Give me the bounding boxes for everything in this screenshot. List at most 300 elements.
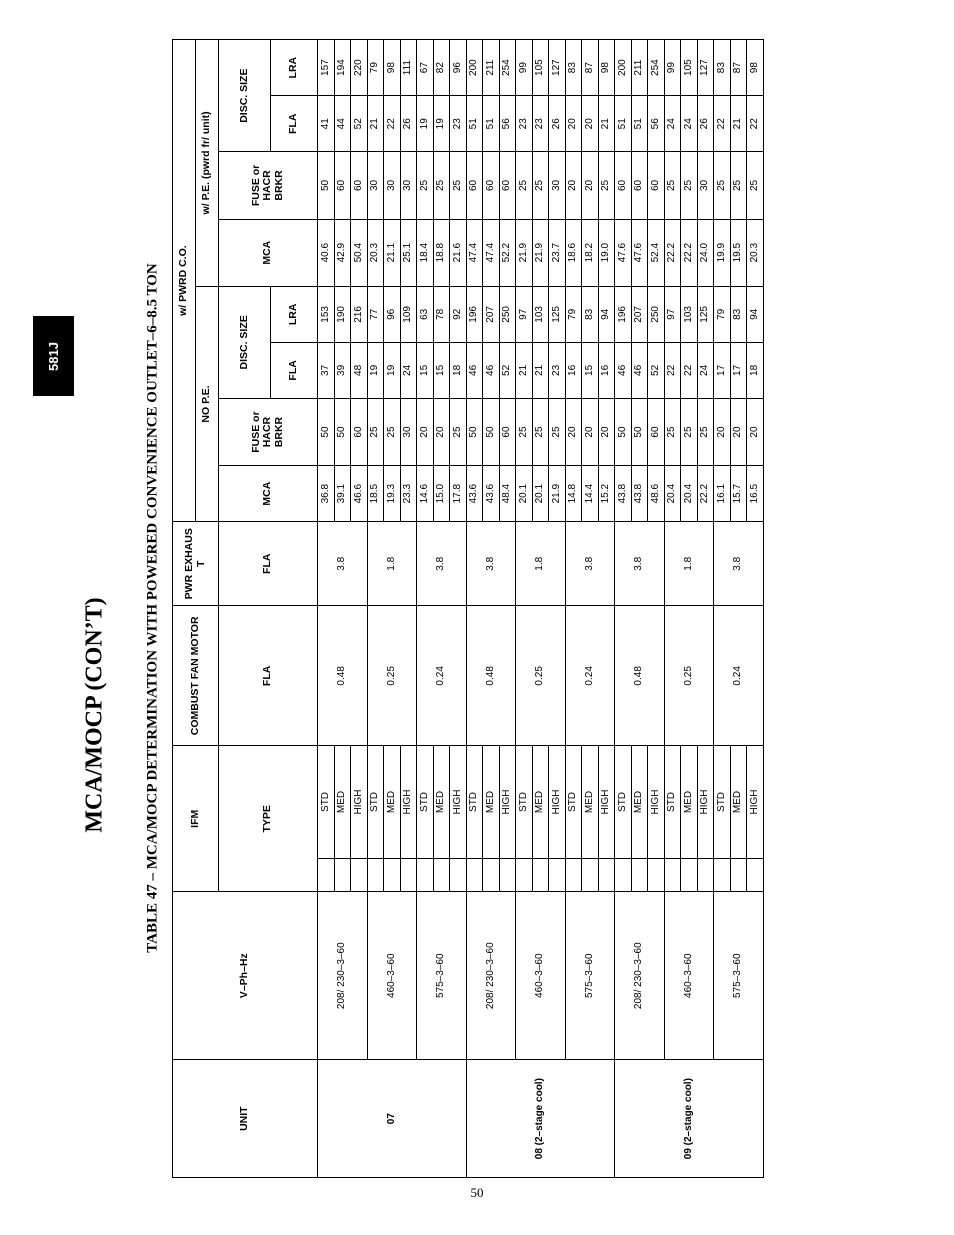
mca-no-pe: 14.8 bbox=[565, 466, 582, 522]
disc-lra-no-pe: 216 bbox=[351, 286, 368, 342]
disc-lra-with-pe: 111 bbox=[400, 40, 417, 96]
voltage-cell: 208/ 230–3–60 bbox=[466, 892, 516, 1060]
mca-no-pe: 16.5 bbox=[747, 466, 764, 522]
disc-lra-with-pe: 127 bbox=[697, 40, 714, 96]
disc-fla-no-pe: 46 bbox=[631, 342, 648, 398]
fuse-no-pe: 50 bbox=[483, 398, 500, 465]
disc-fla-no-pe: 23 bbox=[549, 342, 566, 398]
disc-fla-with-pe: 56 bbox=[499, 96, 516, 152]
disc-lra-with-pe: 87 bbox=[730, 40, 747, 96]
ifm-spacer bbox=[433, 858, 450, 892]
fuse-with-pe: 60 bbox=[648, 152, 665, 219]
mca-with-pe: 20.3 bbox=[367, 219, 384, 286]
ifm-spacer bbox=[549, 858, 566, 892]
disc-fla-no-pe: 15 bbox=[433, 342, 450, 398]
fuse-with-pe: 30 bbox=[367, 152, 384, 219]
ifm-type-cell: HIGH bbox=[598, 746, 615, 858]
ifm-type-cell: HIGH bbox=[351, 746, 368, 858]
disc-lra-no-pe: 103 bbox=[681, 286, 698, 342]
ifm-type-cell: STD bbox=[417, 746, 434, 858]
ifm-spacer bbox=[697, 858, 714, 892]
power-exhaust-fla-cell: 1.8 bbox=[664, 522, 714, 606]
fuse-no-pe: 50 bbox=[334, 398, 351, 465]
mca-with-pe: 18.6 bbox=[565, 219, 582, 286]
disc-lra-no-pe: 63 bbox=[417, 286, 434, 342]
fuse-with-pe: 25 bbox=[664, 152, 681, 219]
ifm-type-cell: MED bbox=[631, 746, 648, 858]
disc-fla-with-pe: 26 bbox=[549, 96, 566, 152]
mca-mocp-table bbox=[172, 39, 764, 1178]
header-vph: V–Ph–Hz bbox=[173, 892, 318, 1060]
ifm-spacer bbox=[450, 858, 467, 892]
mca-no-pe: 43.8 bbox=[615, 466, 632, 522]
mca-no-pe: 22.2 bbox=[697, 466, 714, 522]
ifm-spacer bbox=[351, 858, 368, 892]
power-exhaust-fla-cell: 1.8 bbox=[367, 522, 417, 606]
mca-no-pe: 43.6 bbox=[483, 466, 500, 522]
disc-fla-no-pe: 39 bbox=[334, 342, 351, 398]
fuse-no-pe: 50 bbox=[631, 398, 648, 465]
mca-no-pe: 39.1 bbox=[334, 466, 351, 522]
ifm-type-cell: STD bbox=[714, 746, 731, 858]
combust-fan-fla-cell: 0.24 bbox=[417, 606, 467, 746]
mca-no-pe: 15.0 bbox=[433, 466, 450, 522]
fuse-no-pe: 20 bbox=[433, 398, 450, 465]
disc-fla-with-pe: 22 bbox=[384, 96, 401, 152]
disc-fla-with-pe: 22 bbox=[747, 96, 764, 152]
disc-lra-no-pe: 78 bbox=[433, 286, 450, 342]
ifm-type-cell: HIGH bbox=[400, 746, 417, 858]
disc-fla-no-pe: 52 bbox=[499, 342, 516, 398]
disc-lra-with-pe: 96 bbox=[450, 40, 467, 96]
mca-no-pe: 43.6 bbox=[466, 466, 483, 522]
disc-fla-with-pe: 51 bbox=[631, 96, 648, 152]
disc-fla-no-pe: 18 bbox=[450, 342, 467, 398]
ifm-spacer bbox=[648, 858, 665, 892]
fuse-no-pe: 20 bbox=[714, 398, 731, 465]
ifm-spacer bbox=[499, 858, 516, 892]
header-ifm-type: TYPE bbox=[219, 746, 318, 892]
disc-lra-with-pe: 254 bbox=[648, 40, 665, 96]
table-container bbox=[172, 39, 760, 1178]
disc-fla-with-pe: 51 bbox=[466, 96, 483, 152]
disc-lra-with-pe: 83 bbox=[565, 40, 582, 96]
disc-lra-no-pe: 103 bbox=[532, 286, 549, 342]
unit-cell: 09 (2–stage cool) bbox=[615, 1060, 764, 1178]
ifm-type-cell: HIGH bbox=[450, 746, 467, 858]
disc-lra-no-pe: 79 bbox=[565, 286, 582, 342]
ifm-spacer bbox=[516, 858, 533, 892]
mca-no-pe: 14.4 bbox=[582, 466, 599, 522]
ifm-type-cell: STD bbox=[367, 746, 384, 858]
disc-fla-with-pe: 26 bbox=[400, 96, 417, 152]
fuse-no-pe: 25 bbox=[450, 398, 467, 465]
header-with-pe: w/ P.E. (pwrd fr/ unit) bbox=[196, 40, 219, 287]
fuse-with-pe: 60 bbox=[483, 152, 500, 219]
mca-no-pe: 17.8 bbox=[450, 466, 467, 522]
page-title: MCA/MOCP (CON’T) bbox=[81, 597, 108, 833]
mca-with-pe: 20.3 bbox=[747, 219, 764, 286]
ifm-spacer bbox=[664, 858, 681, 892]
mca-with-pe: 52.2 bbox=[499, 219, 516, 286]
mca-with-pe: 21.9 bbox=[532, 219, 549, 286]
combust-fan-fla-cell: 0.25 bbox=[664, 606, 714, 746]
combust-fan-fla-cell: 0.48 bbox=[615, 606, 665, 746]
fuse-no-pe: 50 bbox=[466, 398, 483, 465]
voltage-cell: 208/ 230–3–60 bbox=[615, 892, 665, 1060]
table-row bbox=[565, 40, 582, 1178]
fuse-with-pe: 25 bbox=[450, 152, 467, 219]
mca-no-pe: 48.6 bbox=[648, 466, 665, 522]
header-combust-fan-motor: COMBUST FAN MOTOR bbox=[173, 606, 219, 746]
combust-fan-fla-cell: 0.48 bbox=[318, 606, 368, 746]
header-fuse: FUSE or HACR BRKR bbox=[219, 398, 318, 465]
fuse-with-pe: 25 bbox=[598, 152, 615, 219]
disc-lra-no-pe: 250 bbox=[499, 286, 516, 342]
fuse-with-pe: 25 bbox=[681, 152, 698, 219]
fuse-no-pe: 25 bbox=[681, 398, 698, 465]
mca-with-pe: 21.6 bbox=[450, 219, 467, 286]
unit-cell: 07 bbox=[318, 1060, 467, 1178]
mca-with-pe: 18.4 bbox=[417, 219, 434, 286]
disc-fla-no-pe: 22 bbox=[664, 342, 681, 398]
fuse-no-pe: 25 bbox=[384, 398, 401, 465]
mca-no-pe: 14.6 bbox=[417, 466, 434, 522]
mca-with-pe: 19.9 bbox=[714, 219, 731, 286]
disc-fla-no-pe: 15 bbox=[417, 342, 434, 398]
fuse-no-pe: 25 bbox=[664, 398, 681, 465]
fuse-with-pe: 60 bbox=[334, 152, 351, 219]
disc-fla-no-pe: 24 bbox=[400, 342, 417, 398]
disc-fla-with-pe: 20 bbox=[565, 96, 582, 152]
ifm-type-cell: STD bbox=[466, 746, 483, 858]
ifm-type-cell: MED bbox=[334, 746, 351, 858]
disc-fla-with-pe: 24 bbox=[664, 96, 681, 152]
table-title: TABLE 47 – MCA/MOCP DETERMINATION WITH POWERED CONVENIENCE OUTLET–6–8.5 TON bbox=[144, 263, 161, 953]
disc-lra-no-pe: 207 bbox=[631, 286, 648, 342]
fuse-no-pe: 20 bbox=[598, 398, 615, 465]
disc-lra-with-pe: 99 bbox=[516, 40, 533, 96]
fuse-no-pe: 25 bbox=[532, 398, 549, 465]
fuse-with-pe: 25 bbox=[747, 152, 764, 219]
disc-fla-no-pe: 46 bbox=[483, 342, 500, 398]
disc-lra-with-pe: 157 bbox=[318, 40, 335, 96]
ifm-spacer bbox=[532, 858, 549, 892]
disc-lra-no-pe: 196 bbox=[466, 286, 483, 342]
disc-fla-no-pe: 15 bbox=[582, 342, 599, 398]
header-unit: UNIT bbox=[173, 1060, 318, 1178]
disc-fla-with-pe: 23 bbox=[532, 96, 549, 152]
disc-fla-with-pe: 56 bbox=[648, 96, 665, 152]
ifm-spacer bbox=[747, 858, 764, 892]
disc-fla-with-pe: 44 bbox=[334, 96, 351, 152]
ifm-spacer bbox=[400, 858, 417, 892]
disc-fla-no-pe: 17 bbox=[730, 342, 747, 398]
ifm-spacer bbox=[730, 858, 747, 892]
page-number: 50 bbox=[470, 1185, 484, 1200]
fuse-with-pe: 30 bbox=[549, 152, 566, 219]
disc-lra-no-pe: 125 bbox=[697, 286, 714, 342]
combust-fan-fla-cell: 0.24 bbox=[714, 606, 764, 746]
disc-lra-with-pe: 82 bbox=[433, 40, 450, 96]
disc-lra-no-pe: 92 bbox=[450, 286, 467, 342]
disc-lra-no-pe: 83 bbox=[582, 286, 599, 342]
disc-fla-with-pe: 23 bbox=[450, 96, 467, 152]
voltage-cell: 208/ 230–3–60 bbox=[318, 892, 368, 1060]
voltage-cell: 460–3–60 bbox=[516, 892, 566, 1060]
mca-with-pe: 23.7 bbox=[549, 219, 566, 286]
header-disc-fla: FLA bbox=[271, 96, 318, 152]
disc-lra-no-pe: 94 bbox=[598, 286, 615, 342]
fuse-with-pe: 25 bbox=[714, 152, 731, 219]
disc-lra-no-pe: 79 bbox=[714, 286, 731, 342]
fuse-no-pe: 20 bbox=[417, 398, 434, 465]
disc-fla-with-pe: 22 bbox=[714, 96, 731, 152]
disc-fla-no-pe: 19 bbox=[367, 342, 384, 398]
fuse-no-pe: 20 bbox=[730, 398, 747, 465]
fuse-no-pe: 25 bbox=[697, 398, 714, 465]
mca-with-pe: 18.8 bbox=[433, 219, 450, 286]
mca-no-pe: 43.8 bbox=[631, 466, 648, 522]
disc-fla-no-pe: 46 bbox=[466, 342, 483, 398]
disc-lra-with-pe: 211 bbox=[631, 40, 648, 96]
ifm-type-cell: MED bbox=[730, 746, 747, 858]
ifm-type-cell: HIGH bbox=[648, 746, 665, 858]
header-disc-size: DISC. SIZE bbox=[219, 40, 271, 152]
mca-with-pe: 25.1 bbox=[400, 219, 417, 286]
disc-lra-with-pe: 105 bbox=[532, 40, 549, 96]
header-pe-fla: FLA bbox=[219, 522, 318, 606]
table-row bbox=[417, 40, 434, 1178]
disc-lra-no-pe: 196 bbox=[615, 286, 632, 342]
fuse-with-pe: 25 bbox=[516, 152, 533, 219]
disc-lra-no-pe: 125 bbox=[549, 286, 566, 342]
fuse-with-pe: 25 bbox=[730, 152, 747, 219]
disc-fla-no-pe: 21 bbox=[532, 342, 549, 398]
ifm-spacer bbox=[598, 858, 615, 892]
fuse-with-pe: 20 bbox=[565, 152, 582, 219]
table-row bbox=[664, 40, 681, 1178]
combust-fan-fla-cell: 0.25 bbox=[367, 606, 417, 746]
ifm-type-cell: STD bbox=[615, 746, 632, 858]
disc-lra-no-pe: 153 bbox=[318, 286, 335, 342]
table-row bbox=[466, 40, 483, 1178]
ifm-spacer bbox=[384, 858, 401, 892]
disc-fla-with-pe: 52 bbox=[351, 96, 368, 152]
disc-lra-with-pe: 67 bbox=[417, 40, 434, 96]
fuse-no-pe: 30 bbox=[400, 398, 417, 465]
mca-with-pe: 40.6 bbox=[318, 219, 335, 286]
ifm-spacer bbox=[615, 858, 632, 892]
table-row bbox=[318, 40, 335, 1178]
fuse-with-pe: 30 bbox=[697, 152, 714, 219]
mca-no-pe: 46.6 bbox=[351, 466, 368, 522]
header-pwrd-co: w/ PWRD C.O. bbox=[173, 40, 196, 522]
fuse-no-pe: 60 bbox=[499, 398, 516, 465]
disc-fla-no-pe: 16 bbox=[598, 342, 615, 398]
power-exhaust-fla-cell: 3.8 bbox=[466, 522, 516, 606]
table-row bbox=[516, 40, 533, 1178]
section-badge bbox=[33, 316, 74, 396]
voltage-cell: 460–3–60 bbox=[664, 892, 714, 1060]
combust-fan-fla-cell: 0.25 bbox=[516, 606, 566, 746]
mca-with-pe: 18.2 bbox=[582, 219, 599, 286]
disc-lra-with-pe: 105 bbox=[681, 40, 698, 96]
ifm-type-cell: MED bbox=[582, 746, 599, 858]
mca-no-pe: 20.1 bbox=[516, 466, 533, 522]
disc-lra-with-pe: 98 bbox=[598, 40, 615, 96]
disc-lra-with-pe: 98 bbox=[384, 40, 401, 96]
ifm-type-cell: MED bbox=[384, 746, 401, 858]
disc-lra-with-pe: 194 bbox=[334, 40, 351, 96]
power-exhaust-fla-cell: 3.8 bbox=[318, 522, 368, 606]
ifm-spacer bbox=[466, 858, 483, 892]
disc-fla-with-pe: 19 bbox=[417, 96, 434, 152]
disc-fla-with-pe: 23 bbox=[516, 96, 533, 152]
disc-lra-with-pe: 98 bbox=[747, 40, 764, 96]
disc-fla-no-pe: 52 bbox=[648, 342, 665, 398]
disc-fla-with-pe: 21 bbox=[598, 96, 615, 152]
fuse-no-pe: 60 bbox=[648, 398, 665, 465]
ifm-spacer bbox=[714, 858, 731, 892]
disc-fla-with-pe: 24 bbox=[681, 96, 698, 152]
fuse-no-pe: 20 bbox=[565, 398, 582, 465]
disc-lra-no-pe: 77 bbox=[367, 286, 384, 342]
fuse-no-pe: 25 bbox=[367, 398, 384, 465]
disc-fla-no-pe: 46 bbox=[615, 342, 632, 398]
disc-lra-no-pe: 97 bbox=[664, 286, 681, 342]
disc-fla-no-pe: 17 bbox=[714, 342, 731, 398]
fuse-with-pe: 30 bbox=[384, 152, 401, 219]
disc-lra-with-pe: 79 bbox=[367, 40, 384, 96]
header-fuse: FUSE or HACR BRKR bbox=[219, 152, 318, 219]
ifm-type-cell: MED bbox=[483, 746, 500, 858]
ifm-spacer bbox=[483, 858, 500, 892]
disc-fla-no-pe: 16 bbox=[565, 342, 582, 398]
disc-lra-no-pe: 250 bbox=[648, 286, 665, 342]
mca-no-pe: 21.9 bbox=[549, 466, 566, 522]
disc-fla-no-pe: 18 bbox=[747, 342, 764, 398]
disc-lra-no-pe: 94 bbox=[747, 286, 764, 342]
mca-with-pe: 47.4 bbox=[483, 219, 500, 286]
disc-lra-with-pe: 87 bbox=[582, 40, 599, 96]
fuse-with-pe: 60 bbox=[499, 152, 516, 219]
header-disc-lra: LRA bbox=[271, 286, 318, 342]
disc-fla-no-pe: 22 bbox=[681, 342, 698, 398]
mca-no-pe: 48.4 bbox=[499, 466, 516, 522]
fuse-with-pe: 25 bbox=[532, 152, 549, 219]
ifm-spacer bbox=[631, 858, 648, 892]
mca-no-pe: 15.2 bbox=[598, 466, 615, 522]
fuse-no-pe: 50 bbox=[615, 398, 632, 465]
ifm-type-cell: STD bbox=[516, 746, 533, 858]
fuse-with-pe: 60 bbox=[631, 152, 648, 219]
fuse-no-pe: 50 bbox=[318, 398, 335, 465]
mca-no-pe: 15.7 bbox=[730, 466, 747, 522]
disc-lra-no-pe: 97 bbox=[516, 286, 533, 342]
disc-lra-no-pe: 96 bbox=[384, 286, 401, 342]
disc-lra-no-pe: 207 bbox=[483, 286, 500, 342]
disc-fla-with-pe: 21 bbox=[730, 96, 747, 152]
voltage-cell: 575–3–60 bbox=[714, 892, 764, 1060]
ifm-spacer bbox=[417, 858, 434, 892]
fuse-no-pe: 60 bbox=[351, 398, 368, 465]
header-mca: MCA bbox=[219, 466, 318, 522]
disc-lra-with-pe: 254 bbox=[499, 40, 516, 96]
unit-cell: 08 (2–stage cool) bbox=[466, 1060, 615, 1178]
disc-fla-no-pe: 19 bbox=[384, 342, 401, 398]
ifm-type-cell: MED bbox=[681, 746, 698, 858]
mca-with-pe: 47.4 bbox=[466, 219, 483, 286]
disc-fla-with-pe: 51 bbox=[483, 96, 500, 152]
disc-fla-with-pe: 41 bbox=[318, 96, 335, 152]
fuse-with-pe: 60 bbox=[351, 152, 368, 219]
ifm-type-cell: HIGH bbox=[549, 746, 566, 858]
fuse-with-pe: 20 bbox=[582, 152, 599, 219]
disc-fla-no-pe: 37 bbox=[318, 342, 335, 398]
table-row bbox=[367, 40, 384, 1178]
mca-with-pe: 19.0 bbox=[598, 219, 615, 286]
ifm-spacer bbox=[582, 858, 599, 892]
disc-fla-with-pe: 51 bbox=[615, 96, 632, 152]
ifm-type-cell: STD bbox=[565, 746, 582, 858]
mca-no-pe: 20.4 bbox=[664, 466, 681, 522]
badge-label: 581J bbox=[45, 341, 61, 371]
power-exhaust-fla-cell: 3.8 bbox=[565, 522, 615, 606]
fuse-with-pe: 25 bbox=[433, 152, 450, 219]
fuse-with-pe: 30 bbox=[400, 152, 417, 219]
mca-with-pe: 47.6 bbox=[615, 219, 632, 286]
disc-lra-with-pe: 99 bbox=[664, 40, 681, 96]
fuse-no-pe: 25 bbox=[549, 398, 566, 465]
header-mca: MCA bbox=[219, 219, 318, 286]
ifm-type-cell: STD bbox=[664, 746, 681, 858]
disc-fla-with-pe: 19 bbox=[433, 96, 450, 152]
disc-lra-with-pe: 200 bbox=[466, 40, 483, 96]
ifm-type-cell: HIGH bbox=[697, 746, 714, 858]
ifm-type-cell: HIGH bbox=[499, 746, 516, 858]
mca-with-pe: 22.2 bbox=[681, 219, 698, 286]
disc-lra-no-pe: 109 bbox=[400, 286, 417, 342]
disc-lra-with-pe: 220 bbox=[351, 40, 368, 96]
disc-lra-no-pe: 190 bbox=[334, 286, 351, 342]
ifm-spacer bbox=[565, 858, 582, 892]
mca-no-pe: 36.8 bbox=[318, 466, 335, 522]
ifm-spacer bbox=[681, 858, 698, 892]
disc-lra-no-pe: 83 bbox=[730, 286, 747, 342]
mca-with-pe: 50.4 bbox=[351, 219, 368, 286]
disc-fla-with-pe: 20 bbox=[582, 96, 599, 152]
disc-lra-with-pe: 83 bbox=[714, 40, 731, 96]
disc-fla-no-pe: 48 bbox=[351, 342, 368, 398]
mca-no-pe: 16.1 bbox=[714, 466, 731, 522]
power-exhaust-fla-cell: 1.8 bbox=[516, 522, 566, 606]
fuse-with-pe: 60 bbox=[615, 152, 632, 219]
disc-fla-no-pe: 24 bbox=[697, 342, 714, 398]
table-row bbox=[615, 40, 632, 1178]
ifm-spacer bbox=[334, 858, 351, 892]
mca-with-pe: 21.1 bbox=[384, 219, 401, 286]
disc-lra-with-pe: 127 bbox=[549, 40, 566, 96]
mca-no-pe: 19.3 bbox=[384, 466, 401, 522]
mca-no-pe: 18.5 bbox=[367, 466, 384, 522]
fuse-no-pe: 25 bbox=[516, 398, 533, 465]
power-exhaust-fla-cell: 3.8 bbox=[714, 522, 764, 606]
header-disc-fla: FLA bbox=[271, 342, 318, 398]
ifm-spacer bbox=[367, 858, 384, 892]
mca-with-pe: 47.6 bbox=[631, 219, 648, 286]
mca-no-pe: 20.1 bbox=[532, 466, 549, 522]
